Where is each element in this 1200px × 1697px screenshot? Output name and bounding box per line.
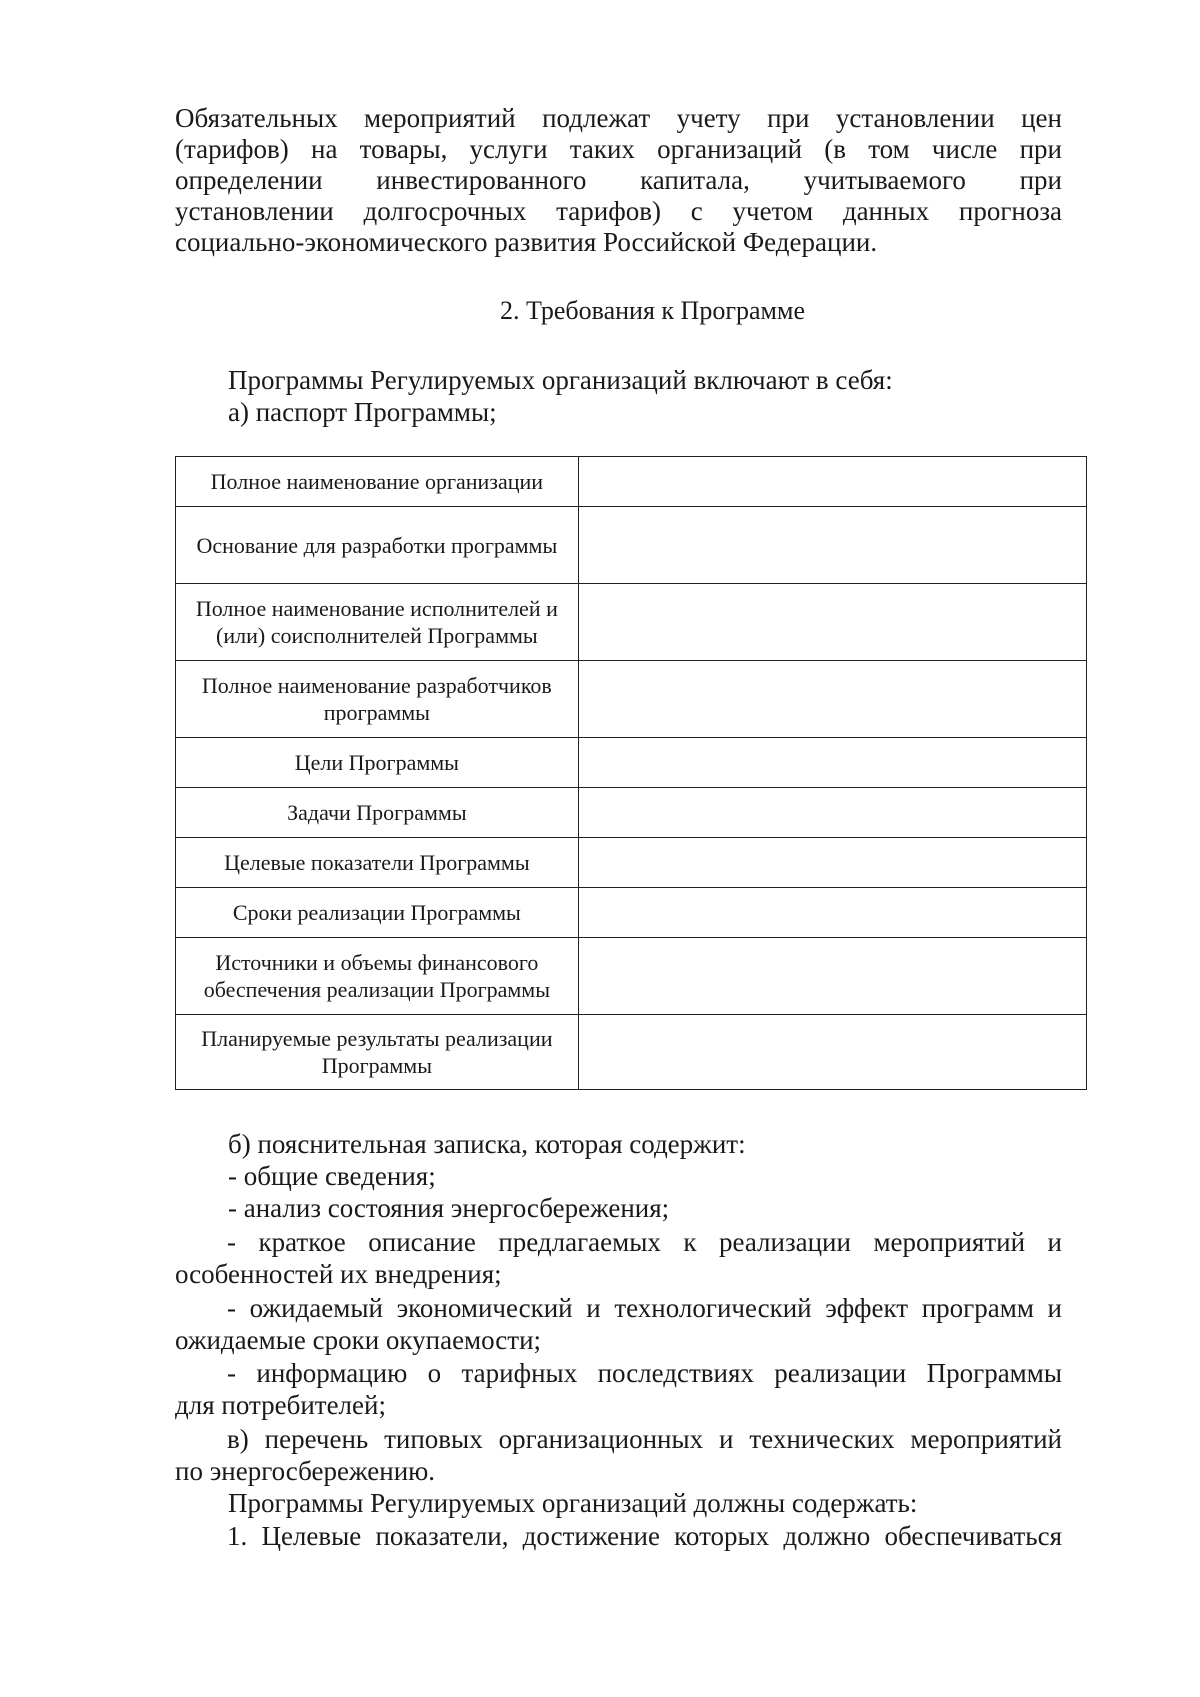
table-row <box>176 938 1087 1015</box>
row-value <box>578 457 1086 507</box>
note-item-continuation: для потребителей; <box>175 1390 386 1420</box>
table-row <box>176 661 1087 738</box>
row-label: Планируемые результаты реализации Программы <box>176 1015 579 1090</box>
row-label: Задачи Программы <box>176 788 579 838</box>
intro-line: социально-экономического развития Российской Федерации. <box>175 227 878 257</box>
note-item-block <box>175 1292 1062 1356</box>
note-item: - информацию о тарифных последствиях реализации Программы <box>227 1358 1062 1388</box>
row-value <box>578 661 1086 738</box>
intro-paragraph <box>175 103 1062 258</box>
row-label: Целевые показатели Программы <box>176 838 579 888</box>
note-item: - ожидаемый экономический и технологический эффект программ и <box>227 1293 1062 1323</box>
table-row <box>176 584 1087 661</box>
item-a: а) паспорт Программы; <box>228 397 497 427</box>
row-label: Цели Программы <box>176 738 579 788</box>
point-1: 1. Целевые показатели, достижение которых должно обеспечиваться <box>227 1521 1062 1551</box>
intro-line: установлении долгосрочных тарифов) с учетом данных прогноза <box>175 196 1062 226</box>
row-value <box>578 507 1086 584</box>
passport-table <box>175 456 1087 1090</box>
row-value <box>578 938 1086 1015</box>
item-c-block <box>175 1423 1062 1487</box>
table-row <box>176 888 1087 938</box>
item-c: в) перечень типовых организационных и технических мероприятий <box>227 1424 1062 1454</box>
intro-line: (тарифов) на товары, услуги таких организаций (в том числе при <box>175 134 1062 164</box>
note-item: - общие сведения; <box>228 1161 436 1191</box>
row-label: Полное наименование организации <box>176 457 579 507</box>
row-label: Сроки реализации Программы <box>176 888 579 938</box>
table-row <box>176 788 1087 838</box>
note-item-continuation: особенностей их внедрения; <box>175 1259 502 1289</box>
note-item-block <box>175 1226 1062 1290</box>
section-heading: 2. Требования к Программе <box>500 296 805 325</box>
table-row <box>176 457 1087 507</box>
row-label: Полное наименование разработчиков программы <box>176 661 579 738</box>
point-1-block <box>175 1520 1062 1552</box>
row-value <box>578 888 1086 938</box>
note-item: - краткое описание предлагаемых к реализации мероприятий и <box>227 1227 1062 1257</box>
table-row <box>176 1015 1087 1090</box>
row-value <box>578 838 1086 888</box>
section-lead: Программы Регулируемых организаций включают в себя: <box>228 365 893 395</box>
table-row <box>176 738 1087 788</box>
table-row <box>176 838 1087 888</box>
item-b: б) пояснительная записка, которая содержит: <box>228 1129 746 1159</box>
note-item: - анализ состояния энергосбережения; <box>228 1193 670 1223</box>
row-label: Основание для разработки программы <box>176 507 579 584</box>
note-item-block <box>175 1357 1062 1421</box>
note-item-continuation: ожидаемые сроки окупаемости; <box>175 1325 542 1355</box>
item-c-continuation: по энергосбережению. <box>175 1456 436 1486</box>
must-contain-lead: Программы Регулируемых организаций должны содержать: <box>228 1488 918 1518</box>
row-label: Полное наименование исполнителей и (или) соисполнителей Программы <box>176 584 579 661</box>
intro-line: определении инвестированного капитала, учитываемого при <box>175 165 1062 195</box>
row-value <box>578 584 1086 661</box>
row-value <box>578 1015 1086 1090</box>
table-row <box>176 507 1087 584</box>
row-label: Источники и объемы финансового обеспечения реализации Программы <box>176 938 579 1015</box>
row-value <box>578 788 1086 838</box>
row-value <box>578 738 1086 788</box>
intro-line: Обязательных мероприятий подлежат учету при установлении цен <box>175 103 1062 133</box>
